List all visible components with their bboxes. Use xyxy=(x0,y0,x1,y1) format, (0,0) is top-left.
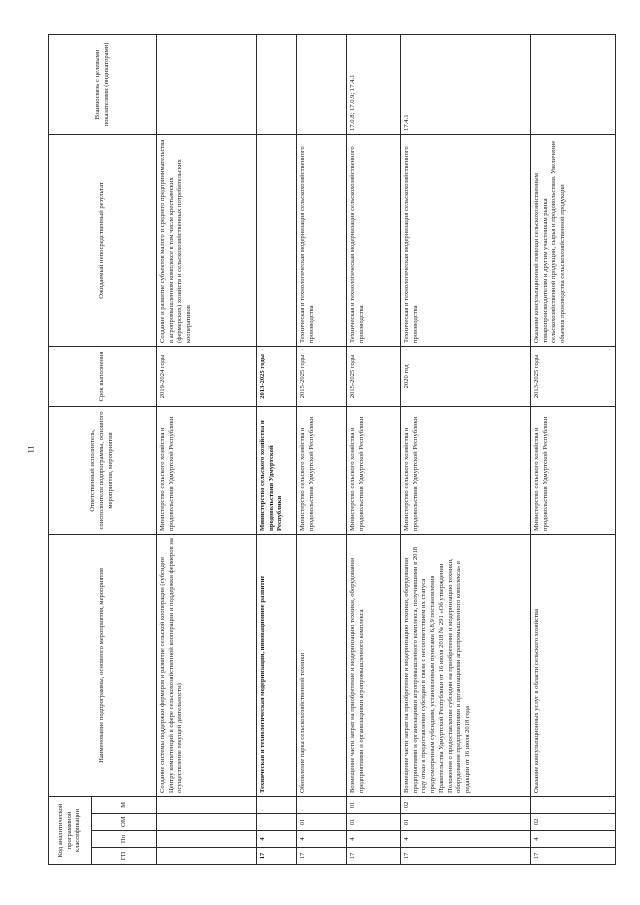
cell-gp: 17 xyxy=(297,848,347,865)
cell-executor: Министерство сельского хозяйства и продовольствия Удмуртской Республики xyxy=(297,406,347,534)
table-row xyxy=(157,34,257,864)
cell-executor: Министерство сельского хозяйства и продовольствия Удмуртской Республики xyxy=(531,406,616,534)
cell-term: 2015-2025 годы xyxy=(347,346,401,406)
cell-name: Возмещение части затрат на приобретение и модернизацию техники, оборудования предприятиями и организациями агропромышленного комплекса, получившими в 2018 году отказ в предоставлении субсидии в связи с несоответствием их статуса предусмотренным субсидиям, установленным пунктами 6,8,9 постановления Правительства Удмуртской Республики от 16 июля 2018 № 291 «Об утверждении Положения о предоставлении субсидии на приобретение и модернизацию техники, оборудования предприятиями и организациями агропромышленного комплекса» в редакции от 16 июля 2018 года xyxy=(401,534,531,796)
cell-link xyxy=(157,34,257,134)
cell-term: 2015-2025 годы xyxy=(297,346,347,406)
cell-om: 02 xyxy=(531,814,616,831)
cell-link: 17.4.1 xyxy=(401,34,531,134)
cell-om: 01 xyxy=(401,814,531,831)
cell-m: 02 xyxy=(401,796,531,813)
cell-name: Создание системы поддержки фермеров и развитие сельской кооперации (субсидии Центру компетенций в сфере сельскохозяйственной кооперации и поддержки фермеров на осуществление текущей деятельности) xyxy=(157,534,257,796)
cell-pp: 4 xyxy=(531,831,616,848)
table-row xyxy=(257,34,297,864)
cell-gp: 17 xyxy=(531,848,616,865)
m-header: М xyxy=(92,796,157,813)
cell-om xyxy=(257,814,297,831)
cell-m xyxy=(297,796,347,813)
cell-term: 2013-2025 годы xyxy=(257,346,297,406)
cell-result: Техническая и технологическая модернизация сельскохозяйственного производства xyxy=(347,134,401,346)
cell-link: 17.0.8; 17.0.9; 17.4.1 xyxy=(347,34,401,134)
cell-result xyxy=(257,134,297,346)
cell-gp: 17 xyxy=(401,848,531,865)
table-row xyxy=(531,34,616,864)
cell-name: Возмещение части затрат на приобретение и модернизацию техники, оборудования предприятиями и организациями агропромышленного комплекса xyxy=(347,534,401,796)
table-row xyxy=(297,34,347,864)
pp-header: Пп xyxy=(92,831,157,848)
cell-name: Оказание консультационных услуг в области сельского хозяйства xyxy=(531,534,616,796)
cell-name: Техническая и технологическая модернизация, инновационное развитие xyxy=(257,534,297,796)
cell-result: Техническая и технологическая модернизация сельскохозяйственного производства xyxy=(401,134,531,346)
cell-name: Обновление парка сельскохозяйственной техники xyxy=(297,534,347,796)
cell-gp: 17 xyxy=(257,848,297,865)
cell-pp: 4 xyxy=(347,831,401,848)
page-number: 11 xyxy=(26,445,36,454)
cell-om xyxy=(157,814,257,831)
cell-executor: Министерство сельского хозяйства и продовольствия Удмуртской Республики xyxy=(257,406,297,534)
program-table xyxy=(48,34,616,865)
link-header: Взаимосвязь с целевыми показателями (индикаторами) xyxy=(49,34,157,134)
rotated-page xyxy=(48,35,623,865)
cell-term: 2019-2024 годы xyxy=(157,346,257,406)
cell-om: 01 xyxy=(297,814,347,831)
cell-result: Оказание консультационной помощи сельскохозяйственным товаропроизводителям и другим участникам рынка сельскохозяйственной продукции, сырья и продовольствия. Увеличение объемов производства сельскохозяйственной продукции xyxy=(531,134,616,346)
cell-m xyxy=(257,796,297,813)
cell-om: 01 xyxy=(347,814,401,831)
executor-header: Ответственный исполнитель, соисполнители подпрограммы, основного мероприятия, мероприятия xyxy=(49,406,157,534)
cell-link xyxy=(531,34,616,134)
term-header: Срок выполнения xyxy=(49,346,157,406)
om-header: ОМ xyxy=(92,814,157,831)
cell-link xyxy=(297,34,347,134)
cell-link xyxy=(257,34,297,134)
table-row xyxy=(401,34,531,864)
cell-term: 2013-2025 годы xyxy=(531,346,616,406)
cell-executor: Министерство сельского хозяйства и продовольствия Удмуртской Республики xyxy=(157,406,257,534)
cell-term: 2020 год xyxy=(401,346,531,406)
cell-pp: 4 xyxy=(297,831,347,848)
name-header: Наименование подпрограммы, основного мероприятия, мероприятия xyxy=(49,534,157,796)
cell-gp: 17 xyxy=(347,848,401,865)
gp-header: ГП xyxy=(92,848,157,865)
cell-gp xyxy=(157,848,257,865)
cell-m: 01 xyxy=(347,796,401,813)
cell-m xyxy=(157,796,257,813)
cell-pp: 4 xyxy=(401,831,531,848)
table-row xyxy=(347,34,401,864)
cell-m xyxy=(531,796,616,813)
result-header: Ожидаемый непосредственный результат xyxy=(49,134,157,346)
code-group-header: Код аналитической программной классификации xyxy=(49,796,92,864)
cell-result: Техническая и технологическая модернизация сельскохозяйственного производства xyxy=(297,134,347,346)
cell-result: Создание и развитие субъектов малого и среднего предпринимательства в агропромышленном комплексе в том числе крестьянских (фермерских) хозяйств и сельскохозяйственных потребительских кооперативов xyxy=(157,134,257,346)
cell-executor: Министерство сельского хозяйства и продовольствия Удмуртской Республики xyxy=(347,406,401,534)
cell-executor: Министерство сельского хозяйства и продовольствия Удмуртской Республики xyxy=(401,406,531,534)
cell-pp xyxy=(157,831,257,848)
cell-pp: 4 xyxy=(257,831,297,848)
